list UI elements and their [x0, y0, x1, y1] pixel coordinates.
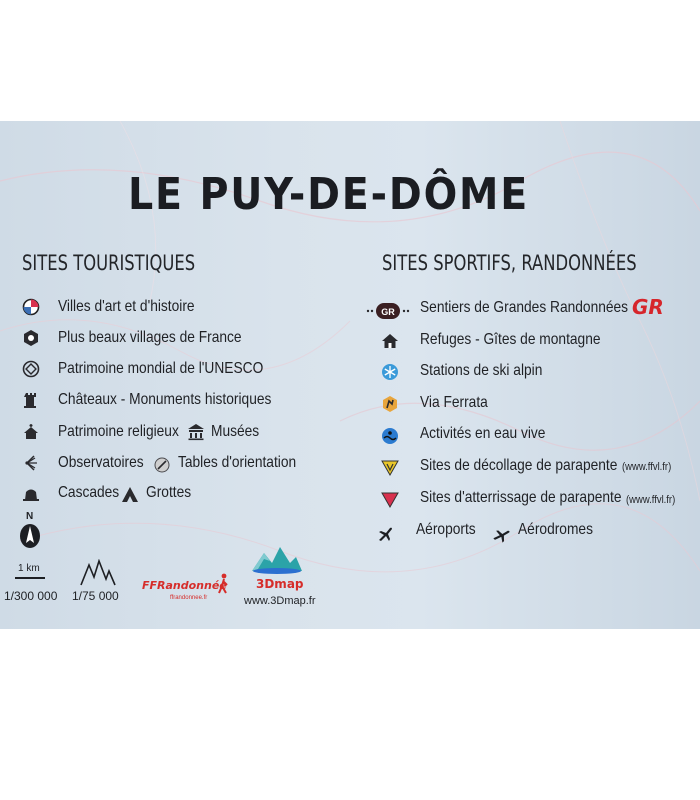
paraglide-landing-icon — [381, 491, 399, 509]
legend-label-eau-vive: Activités en eau vive — [420, 425, 546, 442]
legend-label-gr-sentiers: Sentiers de Grandes Randonnées — [420, 299, 629, 316]
legend-label-aerodromes: Aérodromes — [518, 521, 593, 538]
legend-label-ski: Stations de ski alpin — [420, 362, 543, 379]
airport-plane-icon — [377, 525, 395, 543]
legend-label-unesco: Patrimoine mondial de l'UNESCO — [58, 360, 264, 377]
ffrandonnee-logo: FFRandonnée — [142, 579, 227, 592]
legend-label-via-ferrata: Via Ferrata — [420, 394, 488, 411]
museum-icon — [187, 423, 205, 441]
walker-icon — [216, 573, 230, 595]
legend-label-religieux: Patrimoine religieux — [58, 423, 179, 440]
legend-label-decollage: Sites de décollage de parapente — [420, 457, 618, 474]
north-arrow-icon — [18, 523, 42, 549]
legend-note-decollage: (www.ffvl.fr) — [622, 461, 672, 473]
orientation-table-icon — [153, 456, 171, 474]
church-icon — [22, 423, 40, 441]
city-art-history-icon — [22, 298, 40, 316]
refuge-hut-icon — [381, 332, 399, 350]
relief-ratio-label: 1/75 000 — [72, 589, 119, 603]
legend-label-tables-orientation: Tables d'orientation — [178, 454, 297, 471]
observatory-icon — [22, 454, 40, 472]
3dmap-url: www.3Dmap.fr — [244, 595, 316, 607]
section-heading-sports: SITES SPORTIFS, RANDONNÉES — [382, 251, 637, 275]
via-ferrata-icon — [381, 395, 399, 413]
cave-icon — [121, 485, 139, 503]
castle-tower-icon — [22, 391, 40, 409]
waterfall-icon — [22, 484, 40, 502]
3dmap-logo-text: 3Dmap — [256, 577, 304, 591]
legend-label-grottes: Grottes — [146, 484, 192, 501]
svg-text:GR: GR — [381, 307, 395, 317]
ffrandonnee-url: ffrandonnee.fr — [170, 595, 208, 601]
3dmap-logo-icon — [250, 545, 304, 575]
section-heading-tourist: SITES TOURISTIQUES — [22, 251, 196, 275]
ski-snowflake-icon — [381, 363, 399, 381]
gr-logo-icon: GR — [632, 295, 664, 319]
legend-label-refuges: Refuges - Gîtes de montagne — [420, 331, 601, 348]
relief-mountains-icon — [80, 559, 116, 587]
legend-label-atterrissage: Sites d'atterrissage de parapente — [420, 489, 622, 506]
scale-ratio-label: 1/300 000 — [4, 589, 58, 603]
legend-label-musees: Musées — [211, 423, 260, 440]
map-legend-panel — [0, 121, 700, 629]
whitewater-icon — [381, 427, 399, 445]
beautiful-village-icon — [22, 329, 40, 347]
gr-trail-icon — [366, 301, 412, 321]
legend-note-atterrissage: (www.ffvl.fr) — [626, 494, 676, 506]
paraglide-takeoff-icon — [381, 459, 399, 477]
scale-km-label: 1 km — [18, 563, 40, 574]
legend-label-villes-art: Villes d'art et d'histoire — [58, 298, 195, 315]
scale-bar — [15, 577, 45, 579]
map-title: LE PUY-DE-DÔME — [128, 169, 530, 220]
unesco-heritage-icon — [22, 360, 40, 378]
legend-label-chateaux: Châteaux - Monuments historiques — [58, 391, 272, 408]
legend-label-aeroports: Aéroports — [416, 521, 476, 538]
legend-label-observatoires: Observatoires — [58, 454, 144, 471]
legend-label-beaux-villages: Plus beaux villages de France — [58, 329, 242, 346]
aerodrome-plane-icon — [493, 526, 511, 544]
north-letter: N — [26, 511, 34, 522]
legend-label-cascades: Cascades — [58, 484, 120, 501]
